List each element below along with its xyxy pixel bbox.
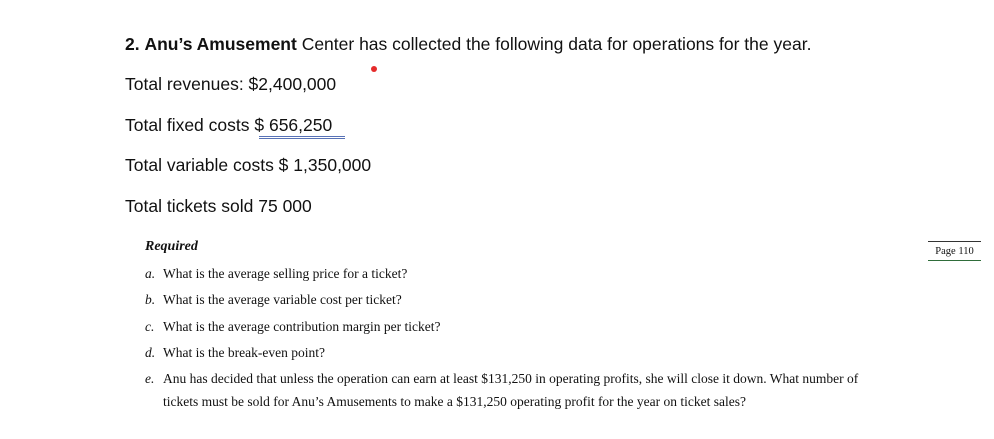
question-text: What is the break-even point?	[163, 345, 325, 360]
question-c	[145, 319, 441, 335]
question-a	[145, 266, 407, 282]
total-tickets-sold: Total tickets sold 75 000	[125, 196, 312, 216]
question-text: Anu has decided that unless the operation can earn at least $131,250 in operating profits, she will close it down. What number of	[163, 371, 859, 386]
fixed-costs-underline	[259, 136, 345, 139]
required-heading: Required	[145, 239, 198, 254]
problem-number: 2.	[125, 34, 140, 54]
question-e-continued: tickets must be sold for Anu’s Amusements to make a $131,250 operating profit for the year on ticket sales?	[163, 394, 746, 409]
company-name: Anu’s Amusement	[144, 34, 297, 54]
question-d	[145, 345, 325, 361]
question-e	[145, 371, 858, 387]
question-letter: d.	[145, 345, 156, 360]
annotation-dot	[371, 66, 377, 72]
question-letter: e.	[145, 371, 155, 386]
total-revenues: Total revenues: $2,400,000	[125, 74, 337, 94]
question-b	[145, 292, 402, 308]
fixed-costs-value: $ 656,250	[254, 115, 333, 135]
question-letter: c.	[145, 319, 155, 334]
question-text: What is the average variable cost per ticket?	[163, 292, 402, 307]
question-letter: a.	[145, 266, 156, 281]
intro-text: Center has collected the following data for operations for the year.	[296, 34, 812, 54]
question-letter: b.	[145, 292, 156, 307]
question-text: What is the average selling price for a ticket?	[163, 266, 408, 281]
page-number-badge: Page 110	[928, 241, 981, 261]
question-text: What is the average contribution margin per ticket?	[163, 319, 441, 334]
total-variable-costs: Total variable costs $ 1,350,000	[125, 155, 372, 175]
problem-intro	[125, 34, 811, 55]
fixed-costs-label: Total fixed costs	[125, 115, 255, 135]
total-fixed-costs	[125, 115, 332, 136]
